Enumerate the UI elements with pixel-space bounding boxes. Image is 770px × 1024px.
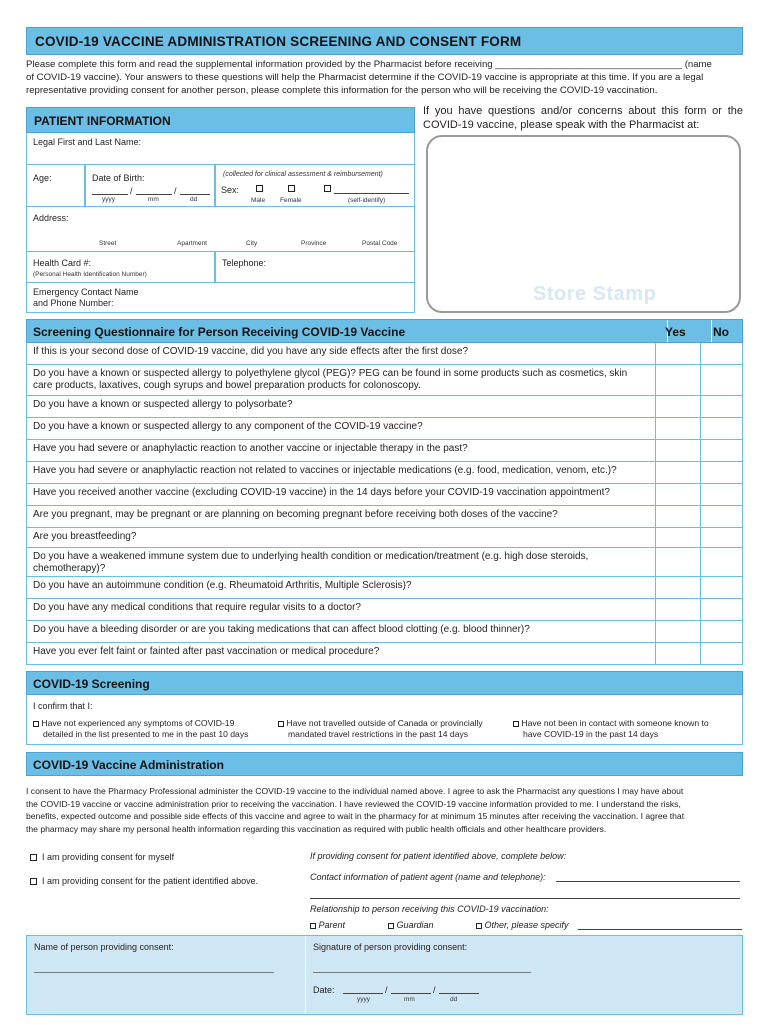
telephone-label: Telephone:: [222, 258, 267, 268]
contact-agent-line-2[interactable]: [310, 898, 740, 899]
question-row: [26, 484, 743, 506]
health-card-field[interactable]: [26, 252, 215, 283]
guardian-label: Guardian: [396, 920, 434, 930]
yes-cell[interactable]: [655, 396, 700, 417]
question-text: Are you breastfeeding?: [33, 531, 137, 542]
administration-header: COVID-19 Vaccine Administration: [26, 752, 743, 776]
yes-cell[interactable]: [655, 506, 700, 527]
confirm-label: I confirm that I:: [33, 701, 93, 711]
no-cell[interactable]: [700, 365, 743, 395]
intro-text: [26, 58, 748, 97]
name-consent-label: Name of person providing consent:: [34, 942, 174, 952]
yes-cell[interactable]: [655, 418, 700, 439]
dob-mm: mm: [148, 196, 159, 203]
question-row: [26, 577, 743, 599]
question-text: Do you have an autoimmune condition (e.g. Rheumatoid Arthritis, Multiple Sclerosis)?: [33, 580, 412, 591]
contact-agent-label: Contact information of patient agent (name and telephone):: [310, 872, 546, 882]
question-row: [26, 396, 743, 418]
if-providing-note: If providing consent for patient identified above, complete below:: [310, 851, 567, 861]
self-identify-label: (self-identify): [348, 197, 386, 204]
address-field[interactable]: [26, 207, 415, 252]
emergency-contact-field[interactable]: [26, 283, 415, 313]
age-label: Age:: [33, 173, 52, 183]
dob-slash-2: /: [174, 186, 177, 196]
no-column-header: No: [713, 325, 729, 339]
consent-line-3: benefits, expected outcome and possible side effects of this vaccine and agree to wait in the pharmacy for at minimum 15 minutes after receiving the vaccination. I agree that: [26, 811, 685, 821]
consent-line-4: the pharmacy may share my personal health information regarding this vaccination as required with public health officials and other healthcare providers.: [26, 823, 607, 834]
date-slash-1: /: [385, 985, 388, 995]
no-cell[interactable]: [700, 548, 743, 576]
no-cell[interactable]: [700, 396, 743, 417]
no-cell[interactable]: [700, 599, 743, 620]
question-row: [26, 643, 743, 665]
parent-label: Parent: [318, 920, 346, 930]
no-cell[interactable]: [700, 528, 743, 547]
question-text: Have you ever felt faint or fainted after past vaccination or medical procedure?: [33, 646, 380, 657]
contact-agent-line[interactable]: [556, 881, 740, 882]
consent-self-option[interactable]: [30, 852, 174, 862]
contact-line-1: Have not been in contact with someone known to: [521, 718, 709, 728]
date-mm: mm: [404, 996, 415, 1003]
date-yyyy-line[interactable]: [343, 993, 383, 994]
question-text: Have you had severe or anaphylactic reaction to another vaccine or injectable therapy in the past?: [33, 443, 468, 454]
yes-cell[interactable]: [655, 365, 700, 395]
question-row: [26, 365, 743, 396]
question-text: Are you pregnant, may be pregnant or are planning on becoming pregnant before receiving both doses of the vaccine?: [33, 509, 558, 520]
dob-field[interactable]: [85, 165, 215, 207]
consent-patient-option[interactable]: [30, 876, 258, 886]
question-text: Do you have a weakened immune system due to underlying health condition or medication/treatment (e.g. high dose steroids, chemotherapy)?: [33, 551, 589, 574]
question-row: [26, 621, 743, 643]
sex-self-identify-checkbox[interactable]: [324, 185, 331, 192]
no-cell[interactable]: [700, 577, 743, 598]
question-text: Do you have any medical conditions that require regular visits to a doctor?: [33, 602, 361, 613]
signature-consent-label: Signature of person providing consent:: [313, 942, 468, 952]
emergency-label-2: and Phone Number:: [33, 298, 114, 308]
consent-paragraph: [26, 785, 748, 835]
address-label: Address:: [33, 213, 69, 223]
guardian-checkbox[interactable]: [388, 923, 394, 929]
other-checkbox[interactable]: [476, 923, 482, 929]
other-label: Other, please specify: [484, 920, 569, 930]
yes-cell[interactable]: [655, 577, 700, 598]
yes-cell[interactable]: [655, 343, 700, 364]
question-text: Do you have a known or suspected allergy to polysorbate?: [33, 399, 293, 410]
yes-cell[interactable]: [655, 484, 700, 505]
question-row: [26, 343, 743, 365]
question-text: If this is your second dose of COVID-19 vaccine, did you have any side effects after the first dose?: [33, 346, 469, 357]
yes-cell[interactable]: [655, 599, 700, 620]
pharmacist-contact-note: If you have questions and/or concerns about this form or the COVID-19 vaccine, please speak with the Pharmacist at:: [423, 105, 743, 131]
date-dd: dd: [450, 996, 458, 1003]
legal-name-field[interactable]: [26, 133, 415, 165]
age-field[interactable]: [26, 165, 85, 207]
question-text: Do you have a bleeding disorder or are you taking medications that can affect blood clotting (e.g. blood thinner)?: [33, 624, 530, 635]
date-label: Date:: [313, 985, 335, 995]
screening-header: [26, 319, 743, 343]
question-row: [26, 440, 743, 462]
consent-self-label: I am providing consent for myself: [42, 852, 175, 862]
city-label: City: [246, 240, 258, 247]
health-card-label: Health Card #:: [33, 258, 92, 268]
question-row: [26, 462, 743, 484]
consent-line-1: I consent to have the Pharmacy Professional administer the COVID-19 vaccine to the individual named above. I agree to ask the Pharmacist any questions I may have about: [26, 786, 684, 796]
contact-line-2: have COVID-19 in the past 14 days: [523, 729, 659, 739]
no-cell[interactable]: [700, 440, 743, 461]
question-text: Do you have a known or suspected allergy to polyethylene glycol (PEG)? PEG can be found in some products such as cosmetics, skin care products, laxatives, cough syrups and bowel preparation products for colonoscopy.: [33, 368, 628, 391]
legal-name-label: Legal First and Last Name:: [33, 137, 142, 147]
store-stamp-watermark: Store Stamp: [533, 283, 657, 305]
yes-cell[interactable]: [655, 643, 700, 664]
health-card-note: (Personal Health Identification Number): [33, 271, 147, 278]
sex-male-checkbox[interactable]: [256, 185, 263, 192]
contact-checkbox[interactable]: [513, 721, 519, 727]
parent-checkbox[interactable]: [310, 923, 316, 929]
dob-slash-1: /: [130, 186, 133, 196]
question-row: [26, 528, 743, 548]
sex-label: Sex:: [221, 185, 240, 195]
travel-line-2: mandated travel restrictions in the past 14 days: [288, 729, 469, 739]
covid-screening-box: [26, 695, 743, 745]
date-mm-line[interactable]: [391, 993, 431, 994]
signature-line[interactable]: [313, 972, 531, 973]
dob-dd: dd: [190, 196, 198, 203]
symptoms-checkbox[interactable]: [33, 721, 39, 727]
relationship-other-option[interactable]: [476, 920, 569, 930]
intro-line-1: Please complete this form and read the supplemental information provided by the Pharmacist before receiving ___________________________________ (name: [26, 59, 712, 70]
date-slash-2: /: [433, 985, 436, 995]
question-row: [26, 418, 743, 440]
dob-label: Date of Birth:: [92, 173, 145, 183]
yes-cell[interactable]: [655, 548, 700, 576]
relationship-parent-option[interactable]: [310, 920, 345, 930]
screening-title: Screening Questionnaire for Person Receiving COVID-19 Vaccine: [33, 325, 406, 339]
sex-note: (collected for clinical assessment & reimbursement): [223, 171, 383, 178]
no-cell[interactable]: [700, 484, 743, 505]
province-label: Province: [301, 240, 327, 247]
intro-line-2: of COVID-19 vaccine). Your answers to these questions will help the Pharmacist determine if the COVID-19 vaccine is appropriate at this time. If you are a legal: [26, 72, 704, 83]
sex-field: [215, 165, 415, 207]
consent-self-checkbox[interactable]: [30, 854, 37, 861]
question-text: Do you have a known or suspected allergy to any component of the COVID-19 vaccine?: [33, 421, 423, 432]
street-label: Street: [99, 240, 117, 247]
signature-section: [26, 935, 743, 1015]
emergency-label-1: Emergency Contact Name: [33, 287, 139, 297]
name-consent-line[interactable]: [34, 972, 274, 973]
symptoms-line-1: Have not experienced any symptoms of COVID-19: [41, 718, 235, 728]
consent-patient-checkbox[interactable]: [30, 878, 37, 885]
screening-item-travel[interactable]: [278, 718, 508, 740]
yes-cell[interactable]: [655, 462, 700, 483]
covid-screening-header: COVID-19 Screening: [26, 671, 743, 695]
question-row: [26, 599, 743, 621]
yes-cell[interactable]: [655, 440, 700, 461]
travel-checkbox[interactable]: [278, 721, 284, 727]
symptoms-line-2: detailed in the list presented to me in the past 10 days: [43, 729, 249, 739]
relationship-label: Relationship to person receiving this COVID-19 vaccination:: [310, 904, 549, 914]
telephone-field[interactable]: [215, 252, 415, 283]
apartment-label: Apartment: [177, 240, 207, 247]
relationship-guardian-option[interactable]: [388, 920, 434, 930]
yes-cell[interactable]: [655, 528, 700, 547]
question-text: Have you had severe or anaphylactic reaction not related to vaccines or injectable medications (e.g. food, medication, venom, etc.)?: [33, 465, 617, 476]
consent-line-2: the COVID-19 vaccine or vaccine administration prior to receiving the vaccination. I have reviewed the COVID-19 vaccine information provided to me. I understand the risks,: [26, 798, 681, 809]
screening-item-contact[interactable]: [513, 718, 741, 740]
patient-info-header: PATIENT INFORMATION: [26, 107, 415, 133]
yes-cell[interactable]: [655, 621, 700, 642]
screening-item-symptoms[interactable]: [33, 718, 283, 740]
question-row: [26, 506, 743, 528]
question-text: Have you received another vaccine (excluding COVID-19 vaccine) in the 14 days before your COVID-19 vaccination appointment?: [33, 487, 610, 498]
intro-line-3: representative providing consent for another person, please complete this information for the person who will be receiving the COVID-19 vaccination.: [26, 85, 658, 96]
postal-code-label: Postal Code: [362, 240, 398, 247]
travel-line-1: Have not travelled outside of Canada or provincially: [286, 718, 483, 728]
consent-patient-label: I am providing consent for the patient identified above.: [42, 876, 259, 886]
date-dd-line[interactable]: [439, 993, 479, 994]
no-cell[interactable]: [700, 418, 743, 439]
no-cell[interactable]: [700, 643, 743, 664]
other-specify-line[interactable]: [578, 929, 742, 930]
sex-female-checkbox[interactable]: [288, 185, 295, 192]
yes-column-header: Yes: [665, 325, 686, 339]
date-yyyy: yyyy: [357, 996, 370, 1003]
no-cell[interactable]: [700, 462, 743, 483]
no-cell[interactable]: [700, 506, 743, 527]
no-cell[interactable]: [700, 621, 743, 642]
female-label: Female: [280, 197, 302, 204]
form-title: COVID-19 VACCINE ADMINISTRATION SCREENING AND CONSENT FORM: [26, 27, 743, 55]
male-label: Male: [251, 197, 266, 204]
no-cell[interactable]: [700, 343, 743, 364]
question-row: [26, 548, 743, 577]
dob-yyyy: yyyy: [102, 196, 115, 203]
